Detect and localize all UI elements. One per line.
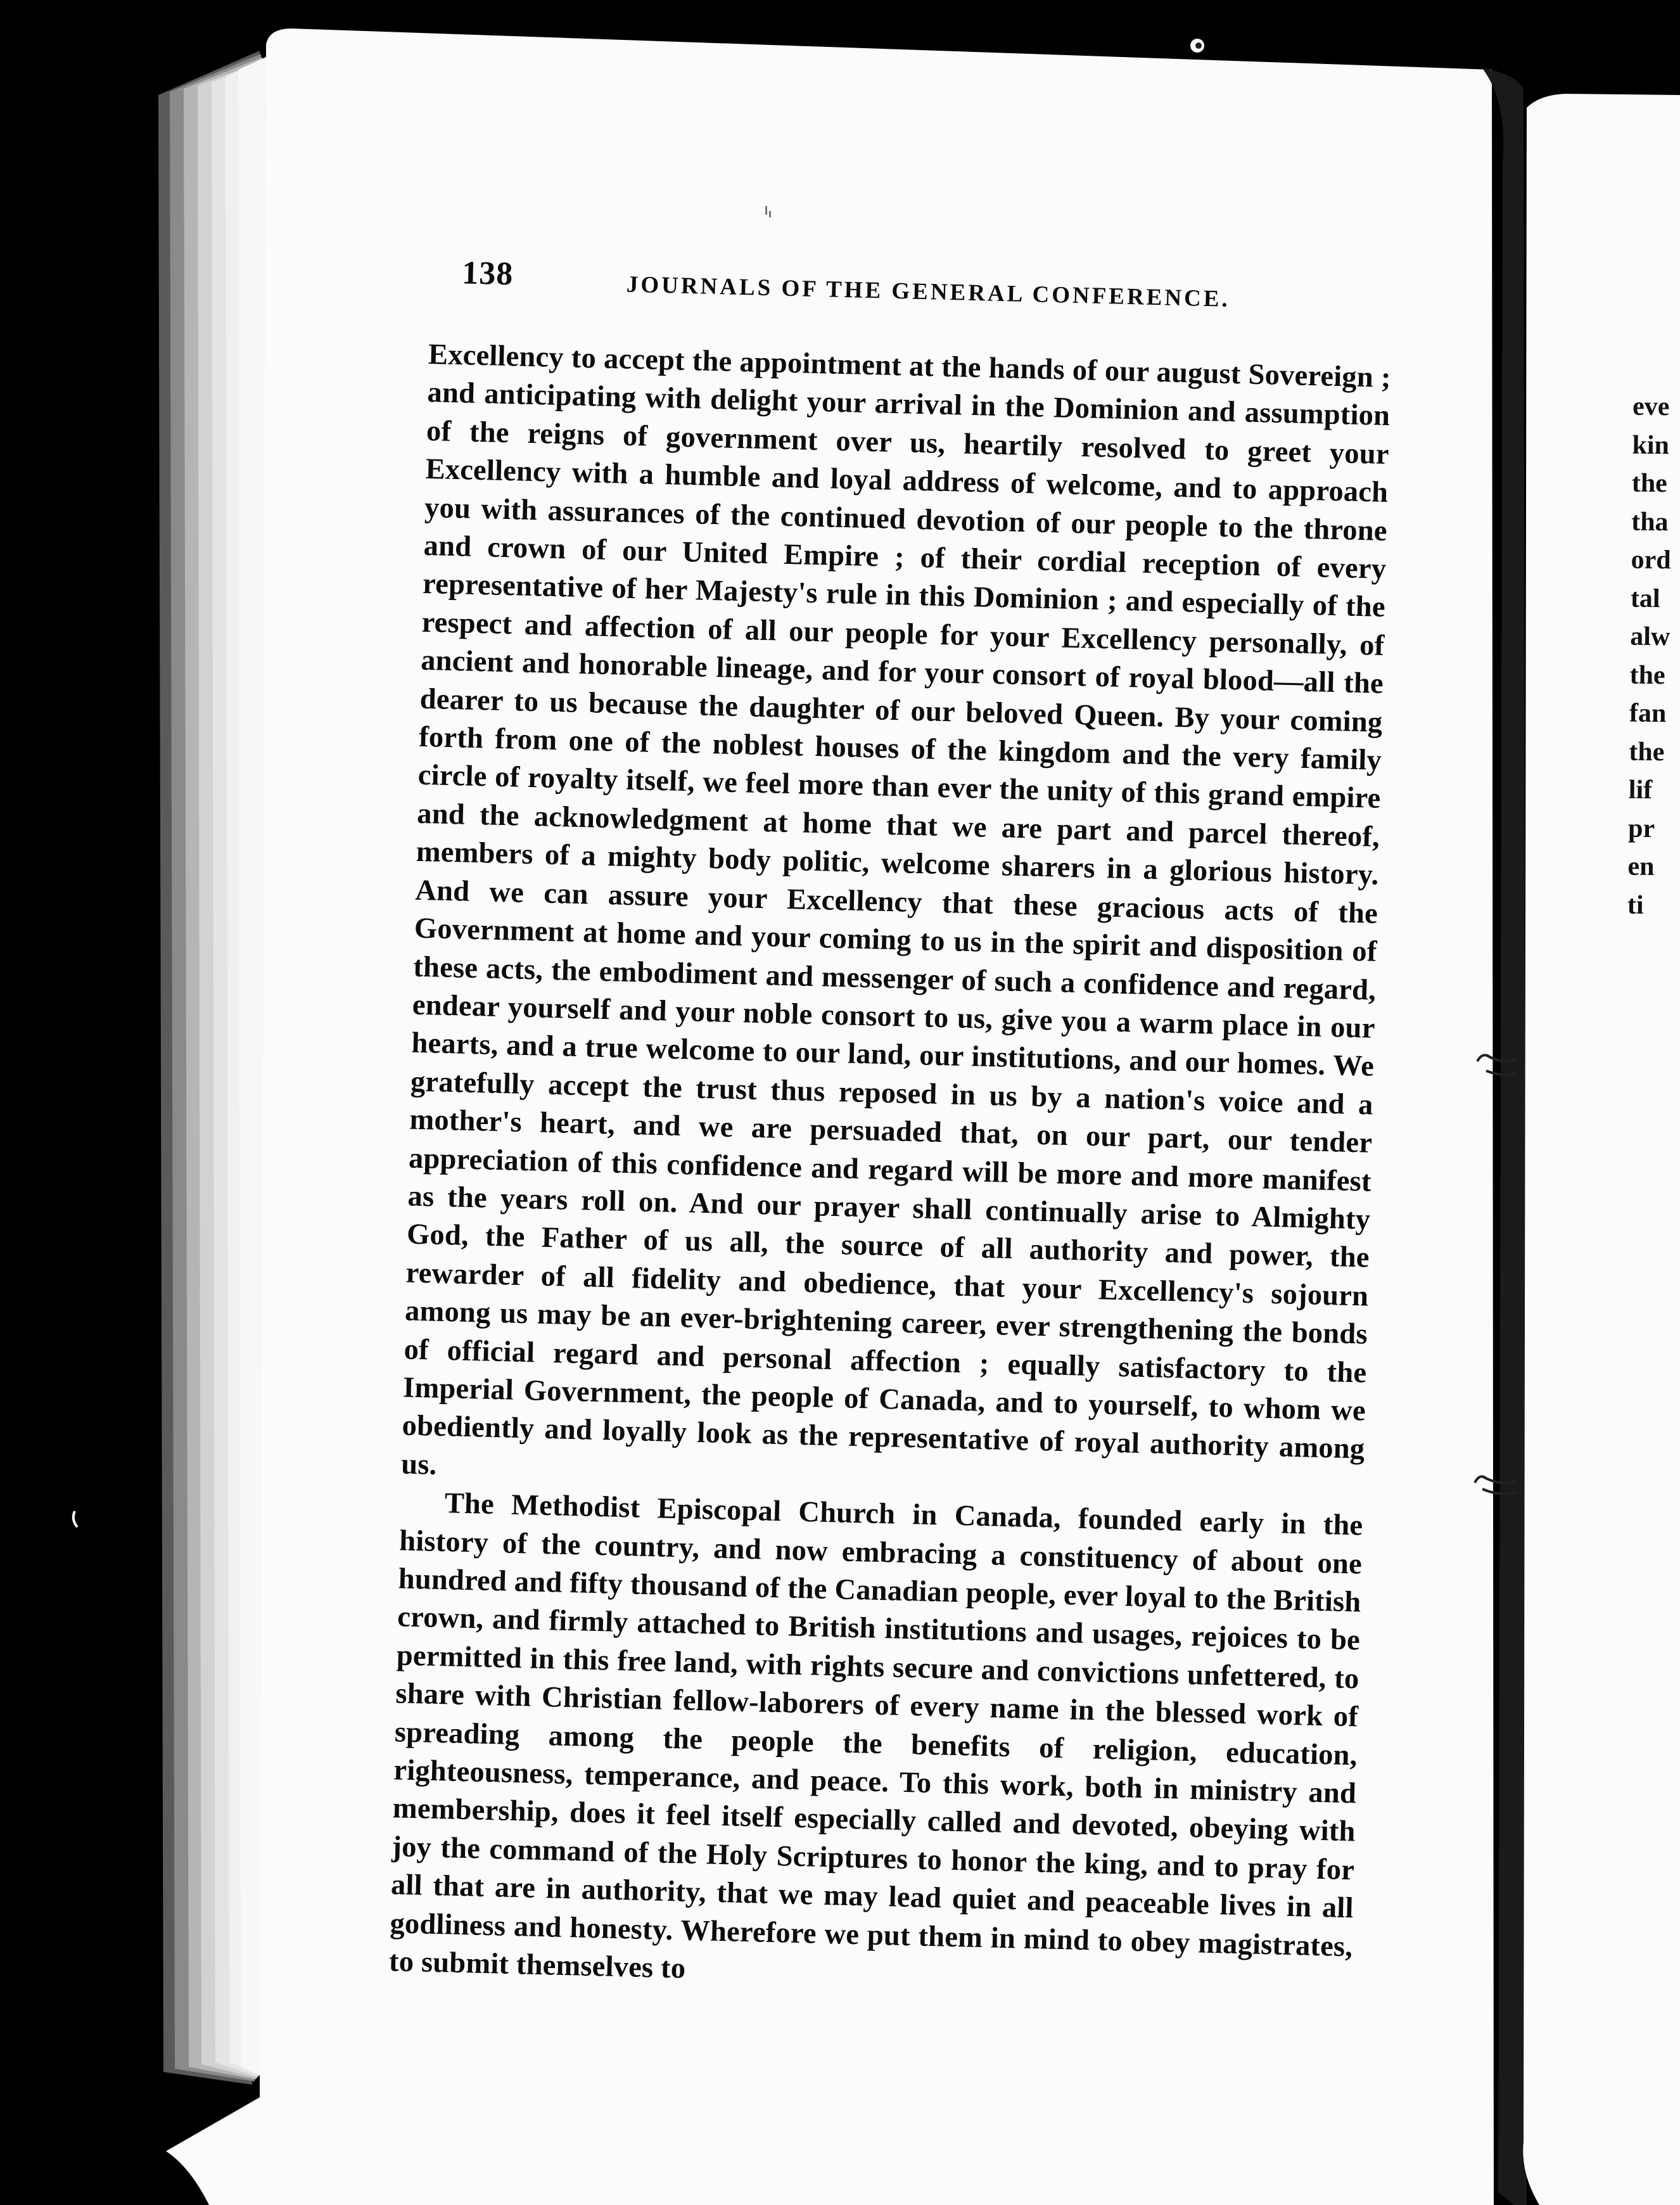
facing-page-line: pr [1627,814,1655,843]
facing-page-line: kin [1632,430,1670,460]
page-number: 138 [461,255,514,293]
page-edges [158,51,266,2085]
facing-page-line: fan [1629,698,1667,729]
facing-page-line: tal [1630,584,1660,613]
body-text [388,336,1391,2005]
facing-page-line: tha [1631,507,1669,537]
facing-page-line: the [1629,660,1665,690]
facing-page-text [1627,388,1680,925]
facing-page-line: ord [1631,545,1671,575]
facing-page-line: ti [1627,890,1644,920]
facing-page-line: en [1627,852,1655,882]
paragraph: Excellency to accept the appointment at the hands of our august Sovereign ; and anticipating with delight your arrival in the Dominion and assumption of the reigns of government over us, heartily resolved to greet your Excellency with a humble and loyal address of welcome, and to approach you with assurances of the continued devotion of our people to the throne and crown of our United Empire ; of their cordial reception of every representative of her Majesty's rule in this Dominion ; and especially of the respect and affection of all our people for your Excellency personally, of ancient and honorable lineage, and for your consort of royal blood—all the dearer to us because the daughter of our beloved Queen. By your coming forth from one of the noblest houses of the kingdom and the very family circle of royalty itself, we feel more than ever the unity of this grand empire and the acknowledgment at home that we are part and parcel thereof, members of a mighty body politic, welcome sharers in a glorious history. And we can assure your Excellency that these gracious acts of the Government at home and your coming to us in the spirit and disposition of these acts, the embodiment and messenger of such a confidence and regard, endear yourself and your noble consort to us, give you a warm place in our hearts, and a true welcome to our land, our institutions, and our homes. We gratefully accept the trust thus reposed in us by a nation's voice and a mother's heart, and we are persuaded that, on our part, our tender appreciation of this confidence and regard will be more and more manifest as the years roll on. And our prayer shall continually arise to Almighty God, the Father of us all, the source of all authority and power, the rewarder of all fidelity and obedience, that your Excellency's sojourn among us may be an ever-brightening career, ever strengthening the bonds of official regard and personal affection ; equally satisfactory to the Imperial Government, the people of Canada, and to yourself, to whom we obediently and loyally look as the representative of royal authority among us. [400,338,1392,1481]
facing-page-line: the [1631,468,1668,499]
paragraph: The Methodist Episcopal Church in Canada, founded early in the history of the country, and now embracing a constituency of about one hundred and fifty thousand of the Canadian people, ever loyal to the British crown, and firmly attached to British institutions and usages, rejoices to be permitted in this free land, with rights secure and convictions unfettered, to share with Christian fellow-laborers of every name in the blessed work of spreading among the people the benefits of religion, education, righteousness, temperance, and peace. To this work, both in ministry and membership, does it feel itself especially called and devoted, obeying with joy the command of the Holy Scriptures to honor the king, and to pray for all that are in authority, that we may lead quiet and peaceable lives in all godliness and honesty. Wherefore we put them in mind to obey magistrates, to submit themselves to [388,1487,1363,1985]
facing-page-line: alw [1630,622,1670,652]
page-content [388,253,1393,2005]
facing-page-line: lif [1628,775,1653,805]
facing-page-line: eve [1632,392,1670,422]
running-head: JOURNALS OF THE GENERAL CONFERENCE. [626,271,1231,312]
facing-page-line: the [1629,737,1665,767]
